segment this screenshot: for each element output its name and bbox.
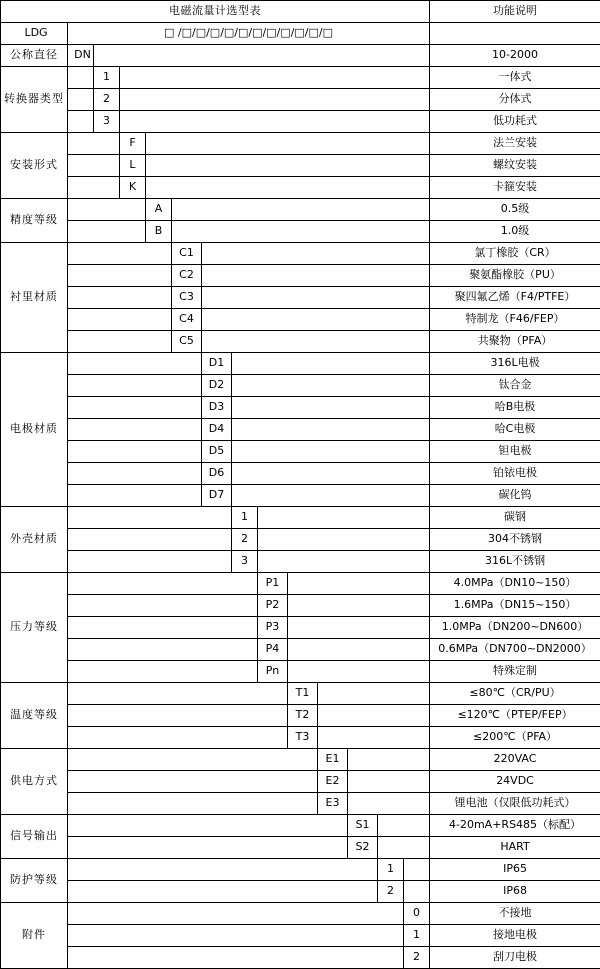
category-7: 压力等级 xyxy=(1,573,68,683)
code-blank-left xyxy=(68,397,202,419)
category-11: 防护等级 xyxy=(1,859,68,903)
option-description: ≤200℃（PFA） xyxy=(430,727,600,749)
code-blank-right xyxy=(146,133,430,155)
option-code[interactable]: D7 xyxy=(202,485,232,507)
table-row xyxy=(1,683,600,705)
model-prefix: LDG xyxy=(1,23,68,45)
table-row xyxy=(1,925,600,947)
code-blank-right xyxy=(378,815,430,837)
table-row xyxy=(1,397,600,419)
option-code[interactable]: B xyxy=(146,221,172,243)
table-row xyxy=(1,243,600,265)
option-code[interactable]: 0 xyxy=(404,903,430,925)
category-2: 安装形式 xyxy=(1,133,68,199)
option-code[interactable]: C3 xyxy=(172,287,202,309)
code-blank-right xyxy=(202,243,430,265)
category-3: 精度等级 xyxy=(1,199,68,243)
option-description: 24VDC xyxy=(430,771,600,793)
option-description: IP68 xyxy=(430,881,600,903)
code-blank-right xyxy=(232,485,430,507)
option-code[interactable]: T3 xyxy=(288,727,318,749)
table-row xyxy=(1,309,600,331)
option-description: 0.5级 xyxy=(430,199,600,221)
option-code[interactable]: S1 xyxy=(348,815,378,837)
option-description: 卡箍安装 xyxy=(430,177,600,199)
code-blank-right xyxy=(348,771,430,793)
code-blank-right xyxy=(202,265,430,287)
option-code[interactable]: 3 xyxy=(94,111,120,133)
option-description: 特制龙（F46/FEP） xyxy=(430,309,600,331)
code-blank-right xyxy=(288,661,430,683)
option-code[interactable]: C5 xyxy=(172,331,202,353)
code-blank-right xyxy=(172,199,430,221)
code-blank-right xyxy=(146,177,430,199)
code-blank-left xyxy=(68,529,232,551)
code-blank-left xyxy=(68,903,404,925)
category-8: 温度等级 xyxy=(1,683,68,749)
code-blank-right xyxy=(258,551,430,573)
category-9: 供电方式 xyxy=(1,749,68,815)
option-description: 4-20mA+RS485（标配） xyxy=(430,815,600,837)
code-blank-left xyxy=(68,463,202,485)
code-blank-left xyxy=(68,749,318,771)
code-blank-right xyxy=(94,45,430,67)
code-blank-left xyxy=(68,265,172,287)
code-blank-left xyxy=(68,67,94,89)
option-description: 1.0MPa（DN200~DN600） xyxy=(430,617,600,639)
table-row xyxy=(1,353,600,375)
code-blank-left xyxy=(68,89,94,111)
table-row xyxy=(1,45,600,67)
table-row xyxy=(1,551,600,573)
option-description: 哈C电极 xyxy=(430,419,600,441)
code-blank-right xyxy=(120,111,430,133)
code-blank-right xyxy=(202,309,430,331)
code-blank-left xyxy=(68,551,232,573)
option-code[interactable]: A xyxy=(146,199,172,221)
code-blank-right xyxy=(120,89,430,111)
table-row xyxy=(1,155,600,177)
option-description: 共聚物（PFA） xyxy=(430,331,600,353)
option-description: 碳钢 xyxy=(430,507,600,529)
table-row xyxy=(1,529,600,551)
table-row xyxy=(1,793,600,815)
option-code[interactable]: 3 xyxy=(232,551,258,573)
option-description: 氯丁橡胶（CR） xyxy=(430,243,600,265)
option-code[interactable]: P3 xyxy=(258,617,288,639)
code-blank-left xyxy=(68,309,172,331)
option-description: 220VAC xyxy=(430,749,600,771)
code-blank-left xyxy=(68,947,404,969)
model-code-row xyxy=(1,23,600,45)
table-row xyxy=(1,661,600,683)
category-1: 转换器类型 xyxy=(1,67,68,133)
code-blank-right xyxy=(232,397,430,419)
code-blank-left xyxy=(68,485,202,507)
code-blank-right xyxy=(202,331,430,353)
code-blank-left xyxy=(68,111,94,133)
code-blank-left xyxy=(68,595,258,617)
option-code[interactable]: D4 xyxy=(202,419,232,441)
option-code[interactable]: E3 xyxy=(318,793,348,815)
option-description: 1.0级 xyxy=(430,221,600,243)
option-description: HART xyxy=(430,837,600,859)
code-blank-right xyxy=(288,595,430,617)
option-code[interactable]: 2 xyxy=(404,947,430,969)
option-description: 聚氨酯橡胶（PU） xyxy=(430,265,600,287)
option-code[interactable]: 2 xyxy=(232,529,258,551)
code-blank-left xyxy=(68,155,120,177)
code-blank-left xyxy=(68,507,232,529)
option-description: 304不锈钢 xyxy=(430,529,600,551)
table-row xyxy=(1,265,600,287)
option-description: 10-2000 xyxy=(430,45,600,67)
table-row xyxy=(1,947,600,969)
option-code[interactable]: P2 xyxy=(258,595,288,617)
option-description: ≤80℃（CR/PU） xyxy=(430,683,600,705)
table-row xyxy=(1,771,600,793)
code-blank-right xyxy=(288,639,430,661)
code-label-0: DN xyxy=(68,45,94,67)
table-row xyxy=(1,67,600,89)
option-description: 刮刀电极 xyxy=(430,947,600,969)
table-row xyxy=(1,837,600,859)
option-code[interactable]: 1 xyxy=(232,507,258,529)
table-title: 电磁流量计选型表 xyxy=(1,1,430,23)
code-blank-right xyxy=(404,881,430,903)
category-10: 信号输出 xyxy=(1,815,68,859)
option-description: 钛合金 xyxy=(430,375,600,397)
option-description: 316L不锈钢 xyxy=(430,551,600,573)
table-row xyxy=(1,573,600,595)
option-code[interactable]: C1 xyxy=(172,243,202,265)
option-description: 不接地 xyxy=(430,903,600,925)
code-blank-left xyxy=(68,221,146,243)
table-row xyxy=(1,859,600,881)
table-row xyxy=(1,199,600,221)
code-blank-right xyxy=(348,793,430,815)
code-blank-right xyxy=(232,441,430,463)
code-blank-left xyxy=(68,419,202,441)
code-blank-left xyxy=(68,771,318,793)
code-blank-left xyxy=(68,133,120,155)
option-description: 接地电极 xyxy=(430,925,600,947)
table-row xyxy=(1,595,600,617)
option-code[interactable]: D3 xyxy=(202,397,232,419)
table-row xyxy=(1,815,600,837)
option-code[interactable]: 2 xyxy=(94,89,120,111)
table-row xyxy=(1,287,600,309)
code-blank-left xyxy=(68,441,202,463)
option-code[interactable]: C4 xyxy=(172,309,202,331)
option-description: 锂电池（仅限低功耗式） xyxy=(430,793,600,815)
option-code[interactable]: L xyxy=(120,155,146,177)
option-code[interactable]: Pn xyxy=(258,661,288,683)
code-blank-left xyxy=(68,331,172,353)
option-description: 1.6MPa（DN15~150） xyxy=(430,595,600,617)
option-description: 一体式 xyxy=(430,67,600,89)
code-blank-left xyxy=(68,353,202,375)
option-code[interactable]: C2 xyxy=(172,265,202,287)
code-blank-right xyxy=(258,507,430,529)
option-code[interactable]: E1 xyxy=(318,749,348,771)
option-description: 钽电极 xyxy=(430,441,600,463)
option-code[interactable]: F xyxy=(120,133,146,155)
option-code[interactable]: 1 xyxy=(404,925,430,947)
code-blank-right xyxy=(404,859,430,881)
option-description: 铂铱电极 xyxy=(430,463,600,485)
code-blank-right xyxy=(120,67,430,89)
code-blank-left xyxy=(68,925,404,947)
table-body xyxy=(1,1,600,969)
code-blank-right xyxy=(202,287,430,309)
table-header-row xyxy=(1,1,600,23)
option-description: 0.6MPa（DN700~DN2000） xyxy=(430,639,600,661)
category-6: 外壳材质 xyxy=(1,507,68,573)
code-blank-left xyxy=(68,859,378,881)
option-code[interactable]: E2 xyxy=(318,771,348,793)
table-row xyxy=(1,463,600,485)
category-12: 附件 xyxy=(1,903,68,969)
option-description: IP65 xyxy=(430,859,600,881)
category-0: 公称直径 xyxy=(1,45,68,67)
option-description: ≤120℃（PTEP/FEP） xyxy=(430,705,600,727)
option-code[interactable]: T1 xyxy=(288,683,318,705)
option-description: 法兰安装 xyxy=(430,133,600,155)
code-blank-right xyxy=(288,617,430,639)
table-row xyxy=(1,419,600,441)
option-code[interactable]: D5 xyxy=(202,441,232,463)
code-blank-right xyxy=(232,463,430,485)
category-4: 衬里材质 xyxy=(1,243,68,353)
table-row xyxy=(1,331,600,353)
table-row xyxy=(1,485,600,507)
option-code[interactable]: P1 xyxy=(258,573,288,595)
table-row xyxy=(1,639,600,661)
option-code[interactable]: 1 xyxy=(378,859,404,881)
table-row xyxy=(1,617,600,639)
code-blank-right xyxy=(288,573,430,595)
table-row xyxy=(1,177,600,199)
option-description: 316L电极 xyxy=(430,353,600,375)
option-description: 特殊定制 xyxy=(430,661,600,683)
option-description: 碳化钨 xyxy=(430,485,600,507)
code-blank-right xyxy=(378,837,430,859)
code-blank-left xyxy=(68,243,172,265)
option-description: 螺纹安装 xyxy=(430,155,600,177)
code-blank-right xyxy=(318,683,430,705)
code-blank-left xyxy=(68,573,258,595)
code-blank-left xyxy=(68,617,258,639)
code-blank-left xyxy=(68,881,378,903)
code-blank-left xyxy=(68,815,348,837)
code-blank-left xyxy=(68,375,202,397)
table-row xyxy=(1,221,600,243)
code-blank-left xyxy=(68,661,258,683)
model-row-desc-blank xyxy=(430,23,600,45)
option-code[interactable]: P4 xyxy=(258,639,288,661)
category-5: 电极材质 xyxy=(1,353,68,507)
table-row xyxy=(1,507,600,529)
option-code[interactable]: 1 xyxy=(94,67,120,89)
table-row xyxy=(1,749,600,771)
description-header: 功能说明 xyxy=(430,1,600,23)
table-row xyxy=(1,133,600,155)
option-code[interactable]: D6 xyxy=(202,463,232,485)
code-blank-right xyxy=(232,353,430,375)
option-code[interactable]: S2 xyxy=(348,837,378,859)
option-code[interactable]: D1 xyxy=(202,353,232,375)
code-blank-left xyxy=(68,837,348,859)
code-blank-right xyxy=(348,749,430,771)
code-blank-right xyxy=(146,155,430,177)
option-code[interactable]: D2 xyxy=(202,375,232,397)
code-blank-left xyxy=(68,199,146,221)
model-code-squares: □ /□/□/□/□/□/□/□/□/□/□/□ xyxy=(68,23,430,45)
option-description: 低功耗式 xyxy=(430,111,600,133)
code-blank-right xyxy=(318,727,430,749)
table-row xyxy=(1,111,600,133)
table-row xyxy=(1,441,600,463)
table-row xyxy=(1,881,600,903)
table-row xyxy=(1,89,600,111)
option-code[interactable]: K xyxy=(120,177,146,199)
table-row xyxy=(1,903,600,925)
option-code[interactable]: T2 xyxy=(288,705,318,727)
option-description: 4.0MPa（DN10~150） xyxy=(430,573,600,595)
option-description: 分体式 xyxy=(430,89,600,111)
code-blank-right xyxy=(232,419,430,441)
code-blank-left xyxy=(68,727,288,749)
code-blank-right xyxy=(232,375,430,397)
code-blank-left xyxy=(68,793,318,815)
code-blank-left xyxy=(68,639,258,661)
code-blank-right xyxy=(172,221,430,243)
code-blank-left xyxy=(68,683,288,705)
option-description: 哈B电极 xyxy=(430,397,600,419)
code-blank-left xyxy=(68,287,172,309)
code-blank-right xyxy=(258,529,430,551)
option-code[interactable]: 2 xyxy=(378,881,404,903)
option-description: 聚四氟乙烯（F4/PTFE） xyxy=(430,287,600,309)
table-row xyxy=(1,375,600,397)
table-row xyxy=(1,727,600,749)
code-blank-left xyxy=(68,177,120,199)
